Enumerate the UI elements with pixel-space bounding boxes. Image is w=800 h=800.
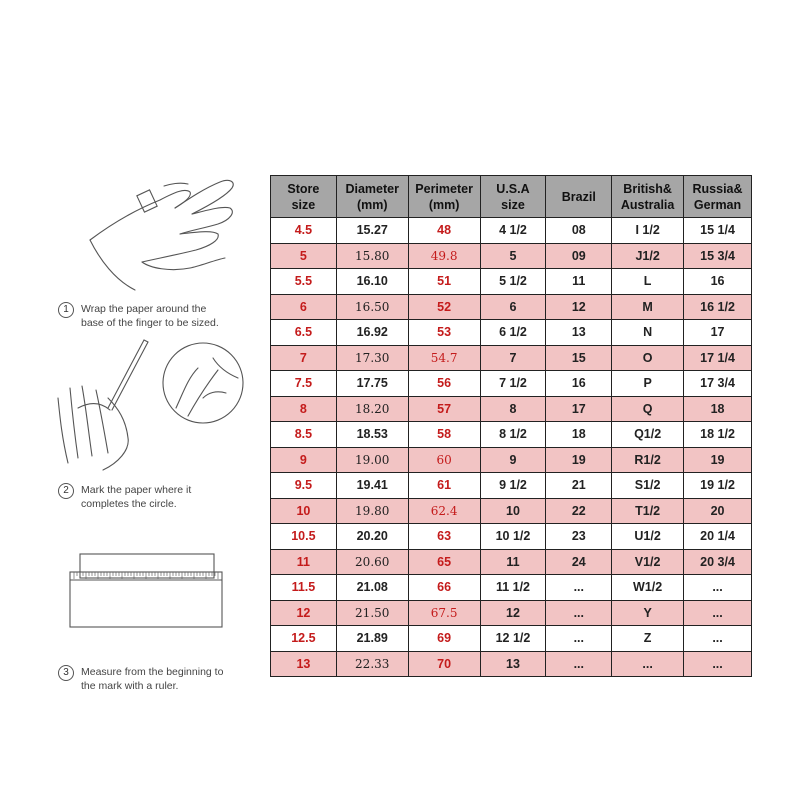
cell-brazil: ... [546, 600, 612, 626]
cell-store-size: 11 [271, 549, 337, 575]
cell-perimeter: 48 [408, 218, 480, 244]
cell-perimeter: 57 [408, 396, 480, 422]
cell-store-size: 5 [271, 243, 337, 269]
cell-usa-size: 8 1/2 [480, 422, 546, 448]
cell-brazil: 23 [546, 524, 612, 550]
cell-british-australia: Y [612, 600, 684, 626]
cell-russia-german: 17 3/4 [684, 371, 752, 397]
cell-store-size: 7 [271, 345, 337, 371]
instructions-panel [40, 160, 260, 700]
table-row [271, 422, 752, 448]
table-row [271, 371, 752, 397]
table-row [271, 320, 752, 346]
cell-usa-size: 9 1/2 [480, 473, 546, 499]
table-row [271, 294, 752, 320]
ruler-illustration [68, 550, 253, 630]
cell-perimeter: 69 [408, 626, 480, 652]
table-row [271, 600, 752, 626]
cell-brazil: 09 [546, 243, 612, 269]
cell-russia-german: 19 [684, 447, 752, 473]
cell-brazil: 16 [546, 371, 612, 397]
header-text-line: (mm) [428, 197, 460, 212]
cell-diameter: 15.27 [336, 218, 408, 244]
header-perimeter [408, 176, 480, 218]
cell-perimeter: 67.5 [408, 600, 480, 626]
cell-usa-size: 10 1/2 [480, 524, 546, 550]
cell-british-australia: Z [612, 626, 684, 652]
cell-usa-size: 5 1/2 [480, 269, 546, 295]
header-british-australia [612, 176, 684, 218]
table-row [271, 396, 752, 422]
cell-diameter: 22.33 [336, 651, 408, 677]
table-row [271, 473, 752, 499]
cell-diameter: 18.53 [336, 422, 408, 448]
cell-usa-size: 5 [480, 243, 546, 269]
cell-brazil: ... [546, 575, 612, 601]
table-row [271, 447, 752, 473]
cell-usa-size: 4 1/2 [480, 218, 546, 244]
cell-store-size: 9 [271, 447, 337, 473]
cell-store-size: 10.5 [271, 524, 337, 550]
cell-store-size: 12 [271, 600, 337, 626]
cell-perimeter: 60 [408, 447, 480, 473]
header-text-line: Russia& [692, 181, 743, 196]
cell-usa-size: 12 [480, 600, 546, 626]
cell-russia-german: 16 1/2 [684, 294, 752, 320]
cell-russia-german: 18 [684, 396, 752, 422]
cell-british-australia: W1/2 [612, 575, 684, 601]
cell-russia-german: 20 1/4 [684, 524, 752, 550]
header-text-line: Diameter [345, 181, 399, 196]
cell-russia-german: 18 1/2 [684, 422, 752, 448]
header-store-size [271, 176, 337, 218]
cell-store-size: 11.5 [271, 575, 337, 601]
cell-store-size: 9.5 [271, 473, 337, 499]
cell-british-australia: U1/2 [612, 524, 684, 550]
cell-store-size: 4.5 [271, 218, 337, 244]
cell-russia-german: 19 1/2 [684, 473, 752, 499]
step-text-line: the mark with a ruler. [81, 680, 179, 692]
header-text-line: U.S.A [496, 181, 530, 196]
cell-british-australia: P [612, 371, 684, 397]
cell-british-australia: L [612, 269, 684, 295]
table-row [271, 549, 752, 575]
table-row [271, 269, 752, 295]
cell-brazil: 08 [546, 218, 612, 244]
cell-store-size: 13 [271, 651, 337, 677]
cell-russia-german: 15 3/4 [684, 243, 752, 269]
cell-store-size: 10 [271, 498, 337, 524]
header-text-line: size [291, 197, 316, 212]
cell-diameter: 16.50 [336, 294, 408, 320]
cell-store-size: 8.5 [271, 422, 337, 448]
cell-brazil: 15 [546, 345, 612, 371]
cell-brazil: 24 [546, 549, 612, 575]
cell-store-size: 6 [271, 294, 337, 320]
cell-usa-size: 7 [480, 345, 546, 371]
cell-diameter: 20.60 [336, 549, 408, 575]
cell-diameter: 15.80 [336, 243, 408, 269]
table-row [271, 626, 752, 652]
cell-russia-german: 17 [684, 320, 752, 346]
cell-british-australia: N [612, 320, 684, 346]
cell-perimeter: 61 [408, 473, 480, 499]
cell-perimeter: 62.4 [408, 498, 480, 524]
header-brazil [546, 176, 612, 218]
cell-perimeter: 58 [408, 422, 480, 448]
cell-diameter: 19.80 [336, 498, 408, 524]
cell-russia-german: ... [684, 600, 752, 626]
step-number: 1 [58, 302, 74, 318]
cell-diameter: 17.30 [336, 345, 408, 371]
cell-russia-german: ... [684, 575, 752, 601]
ring-size-table [270, 175, 752, 677]
cell-brazil: 13 [546, 320, 612, 346]
table-row [271, 575, 752, 601]
cell-perimeter: 54.7 [408, 345, 480, 371]
step-text-line: Wrap the paper around the [81, 303, 207, 315]
cell-usa-size: 12 1/2 [480, 626, 546, 652]
header-usa-size [480, 176, 546, 218]
header-text-line: Store [287, 181, 320, 196]
cell-usa-size: 7 1/2 [480, 371, 546, 397]
cell-diameter: 21.89 [336, 626, 408, 652]
step-number: 2 [58, 483, 74, 499]
cell-diameter: 16.92 [336, 320, 408, 346]
cell-diameter: 17.75 [336, 371, 408, 397]
cell-russia-german: 15 1/4 [684, 218, 752, 244]
table-body [271, 218, 752, 677]
cell-brazil: 19 [546, 447, 612, 473]
cell-store-size: 5.5 [271, 269, 337, 295]
cell-russia-german: 20 3/4 [684, 549, 752, 575]
cell-british-australia: ... [612, 651, 684, 677]
cell-british-australia: Q1/2 [612, 422, 684, 448]
cell-british-australia: I 1/2 [612, 218, 684, 244]
table-row [271, 498, 752, 524]
header-text-line: Brazil [561, 189, 596, 204]
cell-perimeter: 66 [408, 575, 480, 601]
cell-russia-german: 17 1/4 [684, 345, 752, 371]
cell-perimeter: 70 [408, 651, 480, 677]
cell-store-size: 7.5 [271, 371, 337, 397]
header-text-line: Perimeter [415, 181, 473, 196]
cell-store-size: 12.5 [271, 626, 337, 652]
step-text-line: Measure from the beginning to [81, 666, 224, 678]
cell-russia-german: ... [684, 651, 752, 677]
hand-wrap-illustration [80, 170, 250, 295]
cell-british-australia: M [612, 294, 684, 320]
cell-diameter: 16.10 [336, 269, 408, 295]
cell-diameter: 21.50 [336, 600, 408, 626]
cell-perimeter: 53 [408, 320, 480, 346]
header-diameter [336, 176, 408, 218]
step-text-line: Mark the paper where it [81, 484, 192, 496]
cell-diameter: 18.20 [336, 396, 408, 422]
cell-british-australia: T1/2 [612, 498, 684, 524]
cell-brazil: 21 [546, 473, 612, 499]
cell-diameter: 20.20 [336, 524, 408, 550]
cell-russia-german: 16 [684, 269, 752, 295]
cell-british-australia: R1/2 [612, 447, 684, 473]
cell-store-size: 6.5 [271, 320, 337, 346]
cell-perimeter: 63 [408, 524, 480, 550]
cell-british-australia: S1/2 [612, 473, 684, 499]
step-text-line: base of the finger to be sized. [81, 317, 219, 329]
cell-brazil: ... [546, 651, 612, 677]
cell-usa-size: 6 1/2 [480, 320, 546, 346]
table-row [271, 243, 752, 269]
cell-russia-german: ... [684, 626, 752, 652]
table-header-row [271, 176, 752, 218]
cell-diameter: 19.00 [336, 447, 408, 473]
step-text-line: completes the circle. [81, 498, 177, 510]
hand-marking-illustration [48, 338, 248, 478]
cell-perimeter: 56 [408, 371, 480, 397]
cell-brazil: 11 [546, 269, 612, 295]
cell-usa-size: 13 [480, 651, 546, 677]
cell-perimeter: 51 [408, 269, 480, 295]
cell-diameter: 21.08 [336, 575, 408, 601]
cell-british-australia: Q [612, 396, 684, 422]
cell-usa-size: 11 1/2 [480, 575, 546, 601]
header-text-line: Australia [620, 197, 675, 212]
cell-perimeter: 65 [408, 549, 480, 575]
header-russia-german [684, 176, 752, 218]
cell-perimeter: 52 [408, 294, 480, 320]
cell-usa-size: 11 [480, 549, 546, 575]
cell-brazil: 12 [546, 294, 612, 320]
header-text-line: size [501, 197, 525, 212]
table-row [271, 345, 752, 371]
header-text-line: (mm) [356, 197, 388, 212]
cell-usa-size: 9 [480, 447, 546, 473]
cell-store-size: 8 [271, 396, 337, 422]
table-row [271, 524, 752, 550]
table-row [271, 218, 752, 244]
cell-british-australia: J1/2 [612, 243, 684, 269]
header-text-line: German [693, 197, 742, 212]
cell-brazil: 22 [546, 498, 612, 524]
cell-diameter: 19.41 [336, 473, 408, 499]
cell-usa-size: 6 [480, 294, 546, 320]
step-number: 3 [58, 665, 74, 681]
cell-british-australia: V1/2 [612, 549, 684, 575]
table-row [271, 651, 752, 677]
cell-brazil: 17 [546, 396, 612, 422]
header-text-line: British& [623, 181, 672, 196]
cell-perimeter: 49.8 [408, 243, 480, 269]
cell-brazil: 18 [546, 422, 612, 448]
cell-brazil: ... [546, 626, 612, 652]
cell-usa-size: 10 [480, 498, 546, 524]
cell-usa-size: 8 [480, 396, 546, 422]
cell-british-australia: O [612, 345, 684, 371]
cell-russia-german: 20 [684, 498, 752, 524]
